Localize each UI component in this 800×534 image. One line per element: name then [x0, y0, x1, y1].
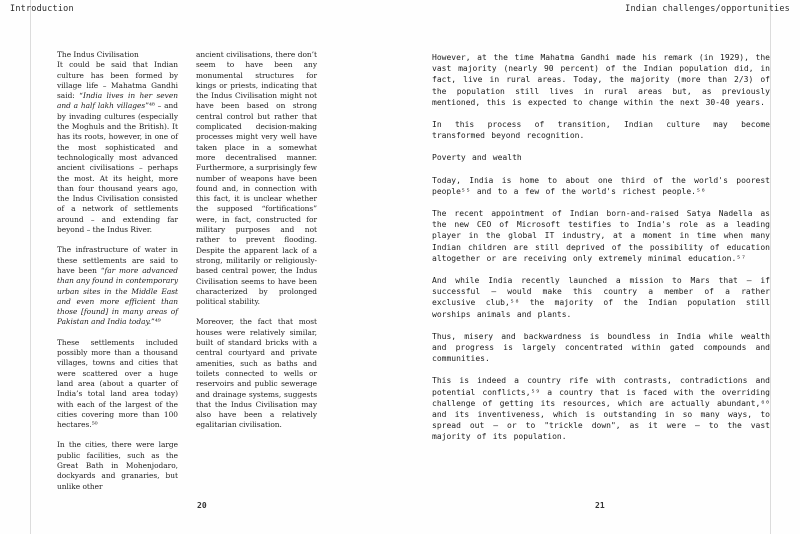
paragraph: [57, 60, 178, 235]
right-page-edge-rule: [770, 0, 771, 534]
paragraph: [432, 119, 770, 141]
text-run: ”⁴⁸ – and by invading cultures (especially the Moghuls and the British). It has its roots, however, in one of the most sophisticated and technologically most advanced ancient civilisations – perhaps the most. At its height, more than four thousand years ago, the Indus Civilisation consisted of a network of settlements around – and extending far beyond – the Indus River.: [57, 101, 179, 235]
text-run: Poverty and wealth: [432, 153, 522, 163]
paragraph: [432, 208, 770, 264]
page-number-right: 21: [595, 501, 605, 510]
text-run: And while India recently launched a mission to Mars that – if successful – would make this country a member of a rather exclusive club,⁵⁸ the majority of the Indian population still worships animals and plants.: [432, 276, 770, 319]
right-text-block: [432, 52, 770, 454]
paragraph: [432, 331, 770, 365]
paragraph: [432, 52, 770, 108]
text-run: The infrastructure of water in these settlements are said to have been “: [57, 245, 178, 275]
text-run: This is indeed a country rife with contrasts, contradictions and potential conflicts,⁵⁹ a country that is faced with the overriding challenge of getting its resources, which are actually abundant,⁶⁰ and its inventiveness, which is outstanding in so many ways, to spread out – or to "trickle down", as it were – to the vast majority of its population.: [432, 376, 770, 442]
quoted-italic-text: India lives in her seven and a half lakh villages: [57, 91, 178, 111]
text-run: It could be said that Indian culture has been formed by village life – Mahatma Gandhi said: “: [57, 60, 178, 101]
paragraph: [432, 375, 770, 442]
text-run: Moreover, the fact that most houses were relatively similar, built of standard bricks with a central courtyard and private amenities, such as baths and toilets connected to wells or reservoirs and public sewerage and drainage systems, suggests that the Indus Civilisation may also have been a relatively egalitarian civilisation.: [196, 317, 317, 430]
left-page-edge-rule: [30, 0, 31, 534]
paragraph: [57, 245, 178, 327]
paragraph: [432, 175, 770, 197]
sub-heading: [432, 152, 770, 163]
quoted-italic-text: far more advanced than any found in contemporary urban sites in the Middle East and even more efficient than those [found] in many areas of Pakistan and India today.: [57, 265, 178, 327]
text-run: Today, India is home to about one third of the world's poorest people⁵⁵ and to a few of the world's richest people.⁵⁶: [432, 175, 770, 196]
text-run: ancient civilisations, there don’t seem to have been any monumental structures for kings or priests, indicating that the Indus Civilisation might not have been based on strong central control but rather that complicated decision-making processes might very well have taken place in a somewhat more decentralised manner. Furthermore, a surprisingly few number of weapons have been found and, in connection with this fact, it is unclear whether the supposed “fortifications” were, in fact, constructed for military purposes and not rather to prevent flooding. Despite the apparent lack of a strong, militarily or religiously-based central power, the Indus Civilisation seems to have been characterized by prolonged political stability.: [196, 50, 317, 307]
left-column-2: [196, 50, 317, 441]
text-run: These settlements included possibly more than a thousand villages, towns and cities that were scattered over a huge land area (about a quarter of India’s total land area today) with each of the largest of the cities covering more than 100 hectares.⁵⁰: [57, 337, 178, 430]
text-run: Thus, misery and backwardness is boundless in India while wealth and progress is largely concentrated within gated compounds and communities.: [432, 331, 770, 364]
text-run: However, at the time Mahatma Gandhi made his remark (in 1929), the vast majority (nearly 90 percent) of the Indian population did, in fact, live in rural areas. Today, the majority (more than 2/3) of the population still lives in rural areas but, as previously mentioned, this is expected to change within the next 30-40 years.: [432, 53, 770, 107]
text-run: The Indus Civilisation: [57, 50, 139, 59]
running-header-left: Introduction: [10, 4, 74, 14]
section-heading: [57, 50, 178, 60]
running-header-right: Indian challenges/opportunities: [625, 4, 790, 14]
text-run: In this process of transition, Indian culture may become transformed beyond recognition.: [432, 120, 770, 141]
text-run: The recent appointment of Indian born-and-raised Satya Nadella as the new CEO of Microsoft testifies to India's role as a leading player in the global IT industry, at a moment in time when many Indian children are still deprived of the possibility of education altogether or are receiving only extremely minimal education.⁵⁷: [432, 209, 770, 263]
paragraph: [196, 50, 317, 307]
paragraph: [57, 440, 178, 491]
paragraph: [432, 275, 770, 320]
paragraph: [196, 317, 317, 430]
paragraph: [57, 338, 178, 431]
text-run: In the cities, there were large public facilities, such as the Great Bath in Mohenjodaro, dockyards and granaries, but unlike other: [57, 440, 178, 491]
left-column-1: [57, 50, 178, 502]
page-number-left: 20: [197, 501, 207, 510]
text-run: ”⁴⁹: [151, 317, 161, 327]
